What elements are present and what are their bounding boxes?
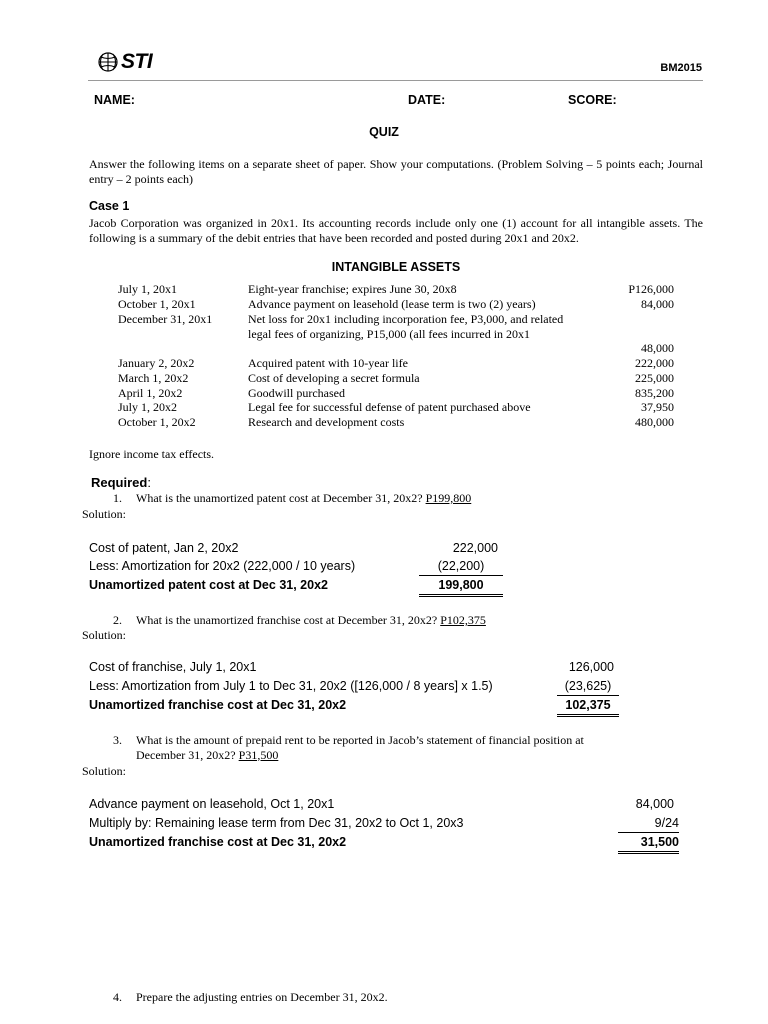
header-divider: [88, 80, 703, 81]
question-4: [113, 990, 388, 1005]
row-desc: Cost of developing a secret formula: [248, 371, 420, 385]
solution-line-label: Less: Amortization for 20x2 (222,000 / 10 years): [89, 559, 356, 573]
solution-line-label: Cost of patent, Jan 2, 20x2: [89, 541, 239, 555]
row-date: January 2, 20x2: [118, 356, 195, 370]
ignore-note: Ignore income tax effects.: [89, 447, 215, 461]
row-desc: Eight-year franchise; expires June 30, 20x8: [248, 282, 457, 296]
solution-line-label: Cost of franchise, July 1, 20x1: [89, 660, 257, 674]
instructions: Answer the following items on a separate sheet of paper. Show your computations. (Problem Solving – 5 points each; Journal entry – 2 points each): [89, 157, 703, 186]
row-amount: 222,000: [635, 356, 674, 370]
logo-text: STI: [121, 50, 153, 73]
row-amount: 225,000: [635, 371, 674, 385]
question-2: [113, 613, 550, 628]
question-text: What is the unamortized patent cost at December 31, 20x2?: [136, 491, 423, 505]
solution-line-amount: 222,000: [452, 541, 498, 555]
solution-label: Solution:: [82, 628, 127, 642]
solution-line-amount: 199,800: [419, 576, 503, 597]
solution-line-amount: 102,375: [557, 696, 619, 717]
row-date: October 1, 20x1: [118, 297, 196, 311]
sti-logo: [97, 50, 152, 74]
question-number: 4.: [113, 990, 122, 1004]
row-date: July 1, 20x2: [118, 400, 178, 414]
question-text: Prepare the adjusting entries on December 31, 20x2.: [136, 990, 388, 1004]
solution-line-amount: 126,000: [568, 660, 614, 674]
solution-line-label: Unamortized patent cost at Dec 31, 20x2: [89, 578, 328, 592]
question-text-line-2: December 31, 20x2?: [136, 747, 236, 762]
solution-label: Solution:: [82, 764, 127, 778]
name-label: NAME:: [94, 93, 135, 107]
row-desc: Advance payment on leasehold (lease term is two (2) years): [248, 297, 536, 311]
question-text-line-1: What is the amount of prepaid rent to be reported in Jacob’s statement of financial position at: [136, 733, 584, 747]
question-answer: P199,800: [425, 491, 472, 505]
row-amount: 48,000: [641, 341, 674, 355]
solution-line-amount: 84,000: [635, 797, 674, 811]
score-label: SCORE:: [568, 93, 617, 107]
row-date: July 1, 20x1: [118, 282, 178, 296]
row-amount: P126,000: [628, 282, 674, 296]
intangible-assets-title: INTANGIBLE ASSETS: [331, 260, 461, 274]
question-answer: P31,500: [238, 747, 279, 762]
solution-label: Solution:: [82, 507, 127, 521]
solution-line-label: Unamortized franchise cost at Dec 31, 20x2: [89, 835, 347, 849]
question-3: [113, 733, 713, 762]
row-date: December 31, 20x1: [118, 312, 213, 326]
row-amount: 84,000: [641, 297, 674, 311]
solution-line-label: Multiply by: Remaining lease term from Dec 31, 20x2 to Oct 1, 20x3: [89, 816, 464, 830]
row-amount: 835,200: [635, 386, 674, 400]
solution-line-amount: (23,625): [557, 677, 619, 696]
row-date: March 1, 20x2: [118, 371, 189, 385]
quiz-title: QUIZ: [369, 125, 399, 139]
sti-globe-icon: [97, 52, 119, 72]
question-1: [113, 491, 536, 506]
solution-line-amount: (22,200): [419, 557, 503, 576]
question-number: 3.: [113, 733, 122, 747]
date-label: DATE:: [408, 93, 446, 107]
required-heading: [91, 475, 151, 490]
solution-line-label: Less: Amortization from July 1 to Dec 31, 20x2 ([126,000 / 8 years] x 1.5): [89, 679, 493, 693]
required-colon: :: [147, 475, 151, 490]
solution-line-amount: 31,500: [618, 833, 679, 854]
case-title: Case 1: [89, 199, 130, 213]
row-desc: Acquired patent with 10-year life: [248, 356, 408, 370]
solution-line-label: Unamortized franchise cost at Dec 31, 20x2: [89, 698, 347, 712]
question-number: 2.: [113, 613, 122, 627]
case-intro: Jacob Corporation was organized in 20x1. Its accounting records include only one (1) account for all intangible assets. The following is a summary of the debit entries that have been recorded and posted during 20x1 and 20x2.: [89, 216, 703, 245]
question-number: 1.: [113, 491, 122, 505]
solution-line-amount: 9/24: [618, 814, 679, 833]
row-amount: 37,950: [641, 400, 674, 414]
required-label: Required: [91, 475, 148, 490]
solution-line-label: Advance payment on leasehold, Oct 1, 20x1: [89, 797, 335, 811]
question-text: What is the unamortized franchise cost at December 31, 20x2?: [136, 613, 438, 627]
row-date: April 1, 20x2: [118, 386, 183, 400]
row-desc: Net loss for 20x1 including incorporation fee, P3,000, and related legal fees of organizing, P15,000 (all fees incurred in 20x1: [248, 312, 564, 341]
row-desc: Goodwill purchased: [248, 386, 345, 400]
question-answer: P102,375: [440, 613, 486, 627]
row-date: October 1, 20x2: [118, 415, 196, 429]
document-code: BM2015: [660, 62, 702, 74]
row-desc: Legal fee for successful defense of patent purchased above: [248, 400, 531, 414]
row-amount: 480,000: [635, 415, 674, 429]
row-desc: Research and development costs: [248, 415, 405, 429]
